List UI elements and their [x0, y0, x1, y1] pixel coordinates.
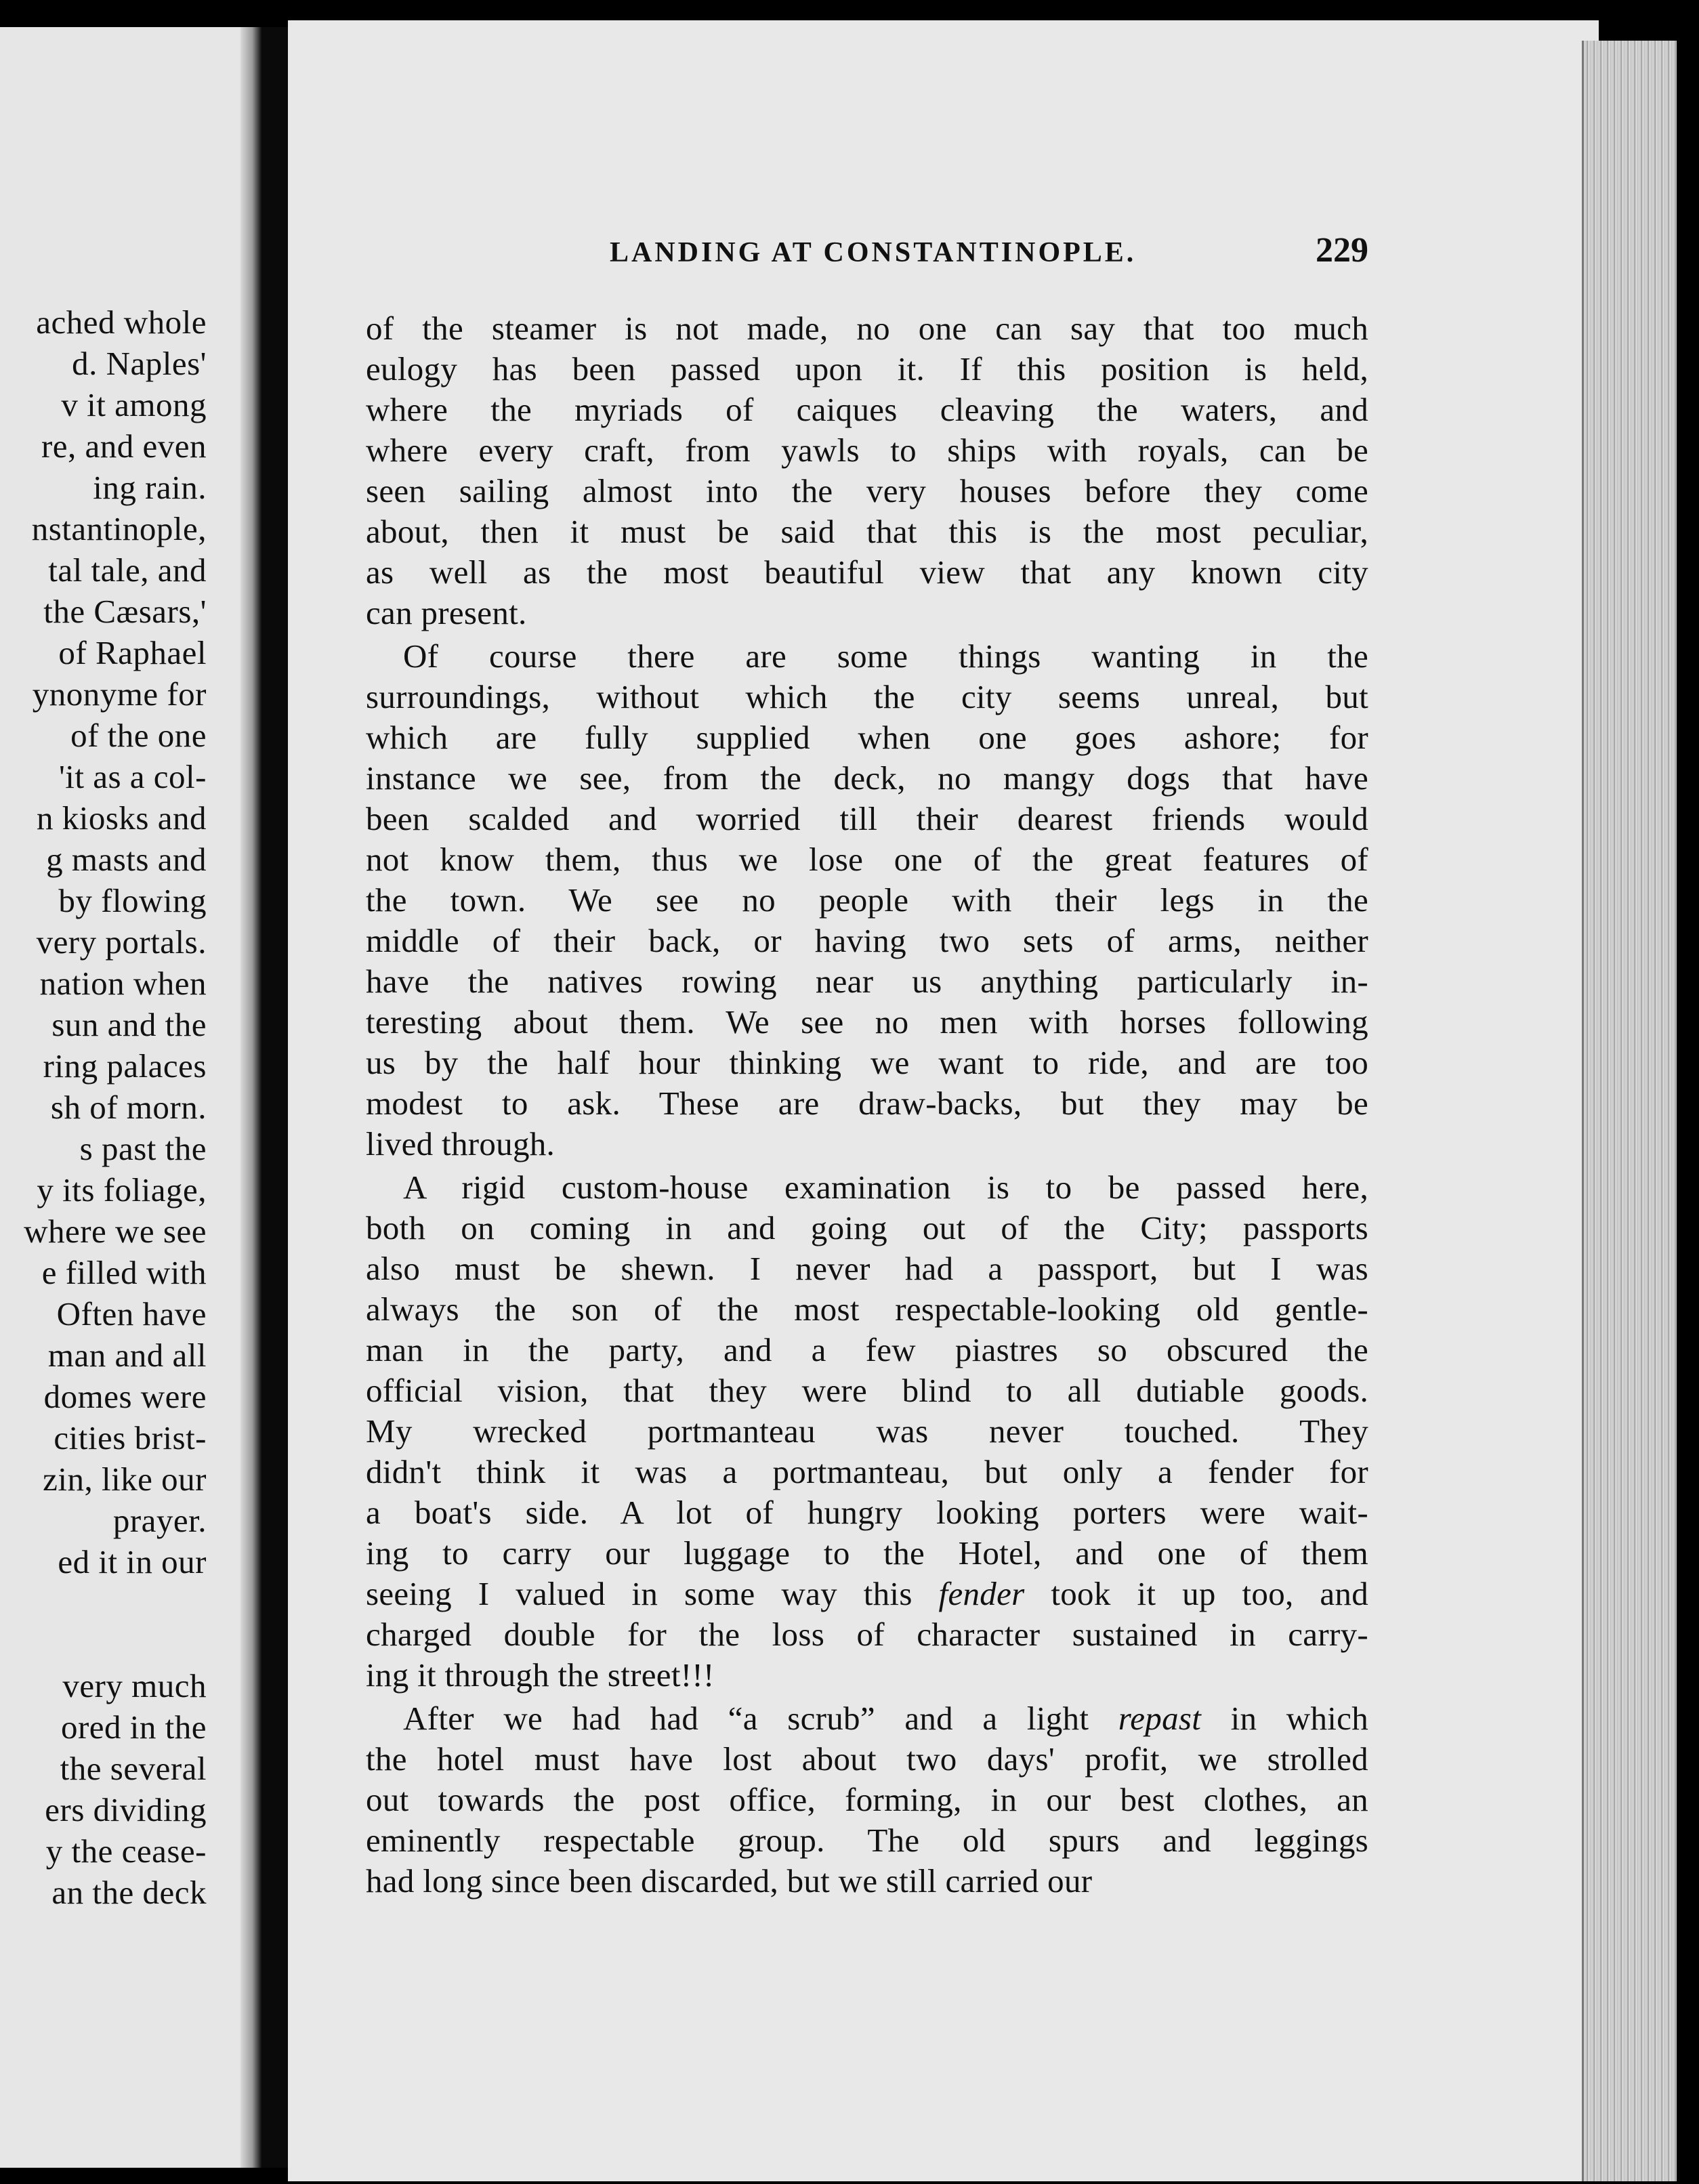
left-page: [0, 27, 240, 2168]
left-page-line: y its foliage,: [37, 1171, 207, 1209]
left-page-line: ored in the: [60, 1708, 207, 1746]
text-line: teresting about them. We see no men with horses following: [366, 1003, 1368, 1041]
left-page-line: ring palaces: [43, 1047, 207, 1085]
text-line: Of course there are some things wanting in the: [403, 637, 1368, 675]
left-page-line: cities brist-: [54, 1419, 207, 1456]
text-line: charged double for the loss of character sustained in carry-: [366, 1616, 1368, 1653]
left-page-line: ers dividing: [45, 1791, 207, 1828]
left-page-line: zin, like our: [43, 1461, 207, 1498]
text-line: seen sailing almost into the very houses before they come: [366, 472, 1368, 509]
text-line: My wrecked portmanteau was never touched. They: [366, 1412, 1368, 1450]
text-line: out towards the post office, forming, in our best clothes, an: [366, 1781, 1368, 1818]
text-line: have the natives rowing near us anything particularly in-: [366, 963, 1368, 1000]
text-line: man in the party, and a few piastres so obscured the: [366, 1331, 1368, 1368]
page-fore-edge: [1582, 41, 1679, 2181]
paragraph: [366, 636, 1368, 1164]
left-page-line: ached whole: [36, 303, 207, 341]
text-line: the town. We see no people with their legs in the: [366, 881, 1368, 919]
text-line: a boat's side. A lot of hungry looking porters were wait-: [366, 1494, 1368, 1531]
left-page-line: e filled with: [41, 1254, 207, 1291]
text-line: which are fully supplied when one goes ashore; for: [366, 719, 1368, 756]
text-line: didn't think it was a portmanteau, but only a fender for: [366, 1453, 1368, 1490]
paragraph: [366, 1698, 1368, 1902]
left-page-line: the Cæsars,': [43, 593, 207, 630]
paragraph: [366, 308, 1368, 633]
text-line: where the myriads of caiques cleaving the waters, and: [366, 391, 1368, 428]
text-line: eminently respectable group. The old spurs and leggings: [366, 1822, 1368, 1859]
left-page-line: prayer.: [112, 1502, 207, 1539]
text-line: been scalded and worried till their dearest friends would: [366, 800, 1368, 837]
text-line: lived through.: [366, 1125, 555, 1162]
left-page-line: tal tale, and: [48, 551, 207, 589]
left-page-line: very much: [62, 1667, 207, 1704]
text-line: where every craft, from yawls to ships with royals, can be: [366, 432, 1368, 469]
text-line: us by the half hour thinking we want to ride, and are too: [366, 1044, 1368, 1081]
text-line: seeing I valued in some way this fender took it up too, and: [366, 1575, 1368, 1612]
text-line: A rigid custom-house examination is to be passed here,: [403, 1169, 1368, 1206]
text-line: instance we see, from the deck, no mangy dogs that have: [366, 759, 1368, 797]
left-page-line: man and all: [47, 1337, 207, 1374]
text-line: ing to carry our luggage to the Hotel, and one of them: [366, 1534, 1368, 1572]
running-title: LANDING AT CONSTANTINOPLE.: [610, 237, 1137, 268]
left-page-line: s past the: [79, 1130, 207, 1167]
text-line: After we had had “a scrub” and a light repast in which: [403, 1700, 1369, 1737]
text-line: as well as the most beautiful view that any known city: [366, 553, 1368, 591]
text-line: both on coming in and going out of the City; passports: [366, 1209, 1368, 1246]
page-edge-shadow: [1677, 41, 1699, 2181]
left-page-line: of Raphael: [58, 634, 207, 671]
left-page-line: sh of morn.: [50, 1089, 207, 1126]
left-page-line: very portals.: [36, 923, 207, 961]
left-page-line: g masts and: [46, 841, 207, 878]
text-line: always the son of the most respectable-looking old gentle-: [366, 1290, 1368, 1328]
text-line: also must be shewn. I never had a passport, but I was: [366, 1250, 1368, 1287]
left-page-text: [0, 301, 207, 1913]
running-head: [610, 230, 1368, 270]
left-page-line: y the cease-: [45, 1832, 207, 1870]
left-page-line: the several: [60, 1750, 207, 1787]
text-line: official vision, that they were blind to all dutiable goods.: [366, 1372, 1368, 1409]
page-number: 229: [1316, 231, 1368, 270]
left-page-line: [0, 1624, 207, 1665]
left-page-line: ynonyme for: [32, 675, 207, 713]
left-page-line: [0, 1582, 207, 1624]
left-page-line: n kiosks and: [37, 799, 207, 837]
text-line: ing it through the street!!!: [366, 1656, 715, 1694]
left-page-line: nation when: [39, 965, 207, 1002]
left-page-line: d. Naples': [72, 345, 207, 382]
text-line: the hotel must have lost about two days' profit, we strolled: [366, 1740, 1368, 1778]
left-page-line: v it among: [61, 386, 207, 423]
text-line: can present.: [366, 594, 527, 631]
book-gutter: [240, 27, 288, 2168]
left-page-line: domes were: [43, 1378, 207, 1415]
left-page-line: where we see: [24, 1213, 207, 1250]
text-line: eulogy has been passed upon it. If this position is held,: [366, 350, 1368, 387]
left-page-line: an the deck: [51, 1874, 207, 1911]
text-line: surroundings, without which the city seems unreal, but: [366, 678, 1368, 715]
text-line: about, then it must be said that this is the most peculiar,: [366, 513, 1368, 550]
left-page-line: of the one: [70, 717, 207, 754]
left-page-line: ing rain.: [93, 469, 207, 506]
text-line: modest to ask. These are draw-backs, but they may be: [366, 1085, 1368, 1122]
text-line: not know them, thus we lose one of the great features of: [366, 841, 1368, 878]
left-page-line: sun and the: [51, 1006, 207, 1043]
text-line: middle of their back, or having two sets of arms, neither: [366, 922, 1368, 959]
left-page-line: 'it as a col-: [58, 758, 207, 795]
text-line: had long since been discarded, but we still carried our: [366, 1862, 1093, 1899]
paragraph: [366, 1167, 1368, 1696]
left-page-line: re, and even: [41, 427, 207, 465]
left-page-line: ed it in our: [58, 1543, 207, 1580]
left-page-line: Often have: [56, 1295, 207, 1332]
body-text: [366, 308, 1368, 1902]
left-page-line: by flowing: [58, 882, 207, 919]
text-line: of the steamer is not made, no one can say that too much: [366, 310, 1368, 347]
left-page-line: nstantinople,: [31, 510, 207, 547]
